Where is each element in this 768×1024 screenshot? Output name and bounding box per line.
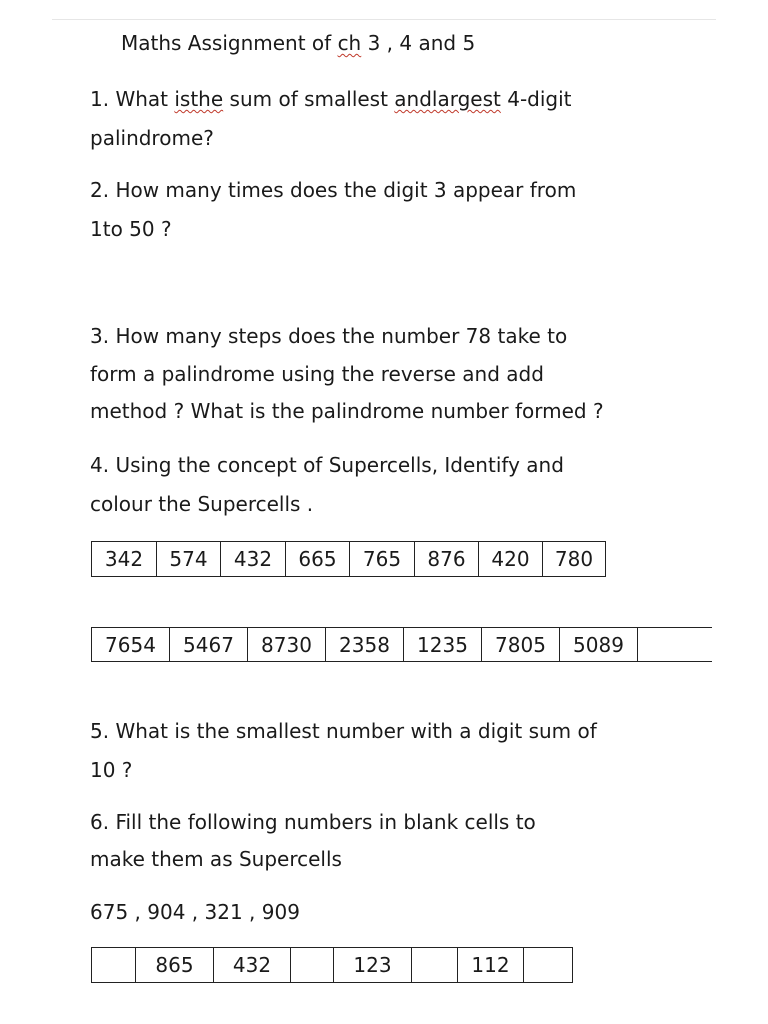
title-text: Maths Assignment of [121, 31, 338, 55]
q1-line2: palindrome? [90, 126, 214, 150]
q4-line1: 4. Using the concept of Supercells, Identify and [90, 453, 564, 477]
table-cell: 574 [157, 542, 221, 576]
table-cell: 5089 [560, 628, 638, 661]
table-cell: 5467 [170, 628, 248, 661]
q5-line2: 10 ? [90, 758, 133, 782]
table-cell: 8730 [248, 628, 326, 661]
q6-number-list: 675 , 904 , 321 , 909 [90, 900, 300, 924]
table-cell: 342 [92, 542, 157, 576]
q4-line2: colour the Supercells . [90, 492, 314, 516]
table-cell-blank [412, 948, 458, 982]
q2-line2: 1to 50 ? [90, 217, 172, 241]
table-cell: 7805 [482, 628, 560, 661]
q1-text-e: 4-digit [500, 87, 572, 111]
supercell-table-1 [91, 541, 606, 577]
q2-line1: 2. How many times does the digit 3 appear from [90, 178, 577, 202]
q6-line1: 6. Fill the following numbers in blank cells to [90, 810, 536, 834]
table-cell: 1235 [404, 628, 482, 661]
table-cell: 865 [136, 948, 214, 982]
title-ch: ch [337, 31, 362, 55]
top-divider [52, 19, 716, 20]
supercell-table-2 [91, 627, 712, 662]
table-cell: 123 [334, 948, 412, 982]
q3-line3: method ? What is the palindrome number formed ? [90, 399, 604, 423]
table-cell: 432 [221, 542, 286, 576]
q1-line1 [90, 87, 572, 111]
table-cell-empty [638, 628, 712, 661]
table-cell: 765 [350, 542, 415, 576]
q1-text-c: sum of smallest [223, 87, 395, 111]
q6-line2: make them as Supercells [90, 847, 342, 871]
table-cell: 420 [479, 542, 543, 576]
q1-text-d: andlargest [394, 87, 501, 111]
table-cell: 876 [415, 542, 479, 576]
supercell-table-3 [91, 947, 573, 983]
table-cell-blank [92, 948, 136, 982]
title-chapters: 3 , 4 and 5 [361, 31, 476, 55]
table-cell-blank [524, 948, 573, 982]
table-cell: 2358 [326, 628, 404, 661]
table-cell: 112 [458, 948, 524, 982]
table-cell: 780 [543, 542, 606, 576]
table-cell: 432 [214, 948, 291, 982]
q1-text-a: 1. What [90, 87, 175, 111]
q5-line1: 5. What is the smallest number with a digit sum of [90, 719, 597, 743]
table-cell-blank [291, 948, 334, 982]
q3-line2: form a palindrome using the reverse and add [90, 362, 544, 386]
page-title [121, 31, 475, 55]
q1-text-b: isthe [174, 87, 224, 111]
table-cell: 7654 [92, 628, 170, 661]
q3-line1: 3. How many steps does the number 78 take to [90, 324, 568, 348]
table-cell: 665 [286, 542, 350, 576]
